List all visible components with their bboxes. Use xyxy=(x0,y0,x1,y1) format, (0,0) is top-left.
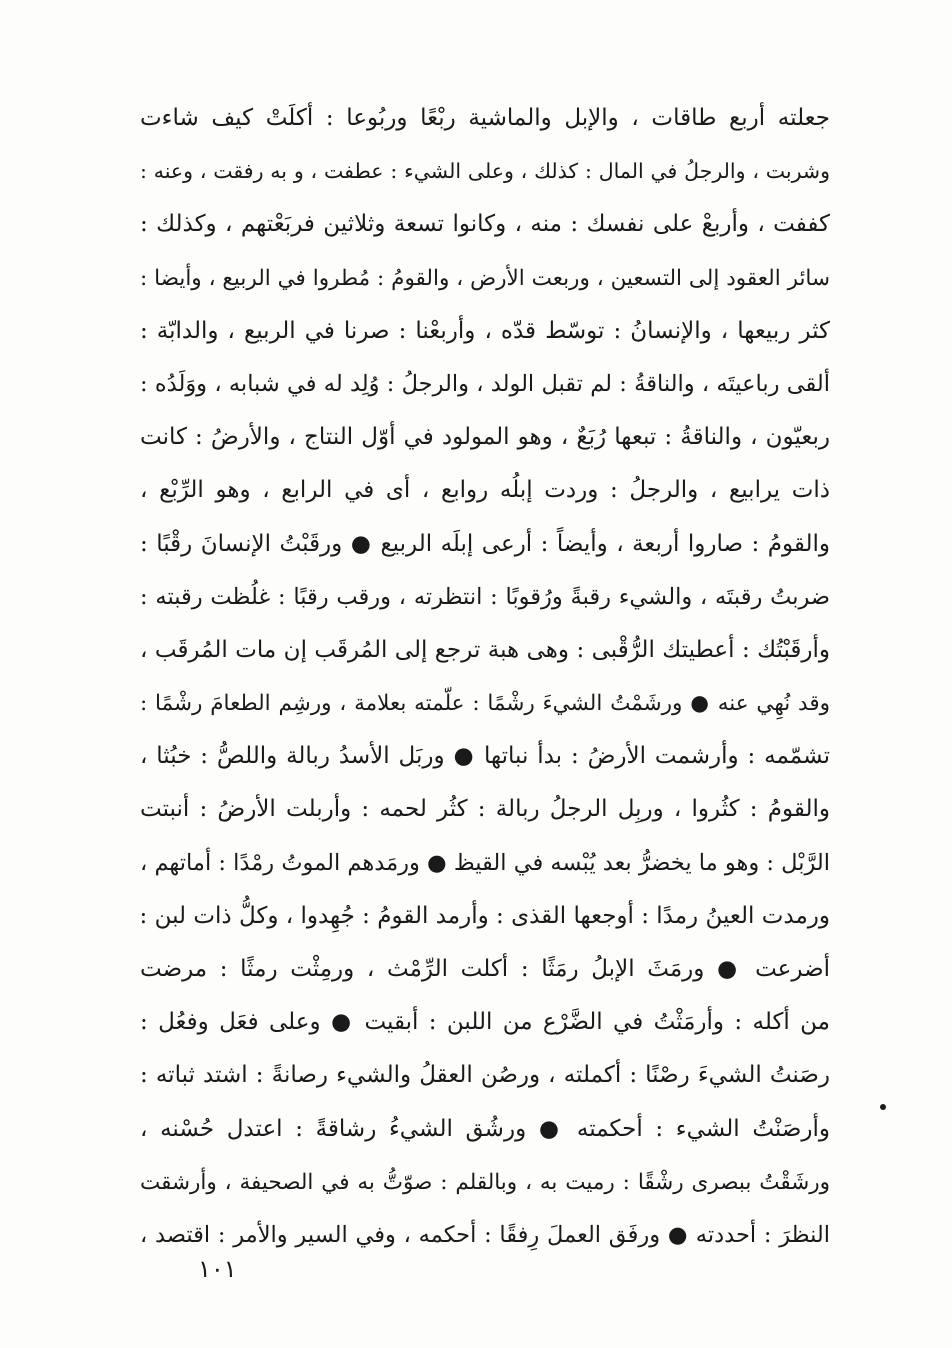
text-line: كثر ربيعها ، والإنسانُ : توسّط قدّه ، وأربعْنا : صرنا في الربيع ، والدابّة : xyxy=(140,317,830,344)
page-number: ١٠١ xyxy=(198,1255,237,1283)
text-line: كففت ، وأربعْ على نفسك : منه ، وكانوا تسعة وثلاثين فربَعْتهم ، وكذلك : xyxy=(140,211,830,238)
text-line: الرَّبْل : وهو ما يخضرُّ بعد يُبْسه في القيظ ● ورمَدهم الموتُ رمْدًا : أماتهم ، xyxy=(140,849,830,876)
text-line: وأرقَبْتُك : أعطيتك الرُّقْبى : وهى هبة ترجع إلى المُرقَب إن مات المُرقَب ، xyxy=(140,636,830,663)
text-line: والقومُ : كثُروا ، وربِل الرجلُ ربالة : كثُر لحمه : وأربلت الأرضُ : أنبتت xyxy=(140,796,830,823)
text-line: سائر العقود إلى التسعين ، وربعت الأرض ، والقومُ : مُطروا في الربيع ، وأيضا : xyxy=(140,265,830,291)
text-line: ألقى رباعيتَه ، والناقةُ : لم تقبل الولد ، والرجلُ : وُلِد له في شبابه ، ووَلَدُه : xyxy=(140,370,830,397)
text-line: النظرَ : أحددته ● ورفَق العملَ رِفقًا : أحكمه ، وفي السير والأمر : اقتصد ، xyxy=(140,1221,830,1248)
ink-dot xyxy=(880,1104,886,1110)
text-line: وأرصَنْتُ الشيء : أحكمته ● ورشُق الشيءُ رشاقةً : اعتدل حُسْنه ، xyxy=(140,1115,830,1142)
text-line: ربعيّون ، والناقةُ : تبعها رُبَعٌ ، وهو المولود في أوّل النتاج ، والأرضُ : كانت xyxy=(140,424,830,451)
text-line: من أكله : وأرمَثْتُ في الضَّرْع من اللبن : أبقيت ● وعلى فعَل وفعُل : xyxy=(140,1009,830,1036)
text-line: وشربت ، والرجلُ في المال : كذلك ، وعلى الشيء : عطفت ، و به رفقت ، وعنه : xyxy=(140,159,830,184)
text-line: جعلته أربع طاقات ، والإبل والماشية ربْعًا وربُوعا : أكلَتْ كيف شاءت xyxy=(140,105,830,131)
text-line: أضرعت ● ورمَثَ الإبلُ رمَثًا : أكلت الرِّمْث ، ورمِثْت رمثًا : مرضت xyxy=(140,956,830,982)
text-line: ورشَقْتُ ببصرى رشْقًا : رميت به ، وبالقلم : صوّتُّ به في الصحيفة ، وأرشقت xyxy=(140,1169,830,1195)
text-line: ذات يرابيع ، والرجلُ : وردت إبلُه روابع ، أى في الرابع ، وهو الرِّبْع ، xyxy=(140,477,830,504)
body-text xyxy=(140,92,830,1262)
text-line: ورمدت العينُ رمدًا : أوجعها القذى : وأرمد القومُ : جُهِدوا ، وكلُّ ذات لبن : xyxy=(140,902,830,929)
text-line: رصَنتُ الشيءَ رصْنًا : أكملته ، ورصُن العقلُ والشيء رصانةً : اشتد ثباته : xyxy=(140,1062,830,1089)
text-line: تشمّمه : وأرشمت الأرضُ : بدأ نباتها ● وربَل الأسدُ ربالة واللصُّ : خبُثا ، xyxy=(140,743,830,770)
text-line: وقد نُهِي عنه ● ورشَمْتُ الشيءَ رشْمًا : علّمته بعلامة ، ورشِم الطعامَ رشْمًا : xyxy=(140,691,830,717)
text-line: والقومُ : صاروا أربعة ، وأيضاً : أرعى إبلَه الربيع ● ورقَبْتُ الإنسانَ رقْبًا : xyxy=(140,530,830,557)
text-line: ضربتُ رقبتَه ، والشيء رقبةً ورُقوبًا : انتظرته ، ورقب رقبًا : غلُظت رقبته : xyxy=(140,583,830,610)
